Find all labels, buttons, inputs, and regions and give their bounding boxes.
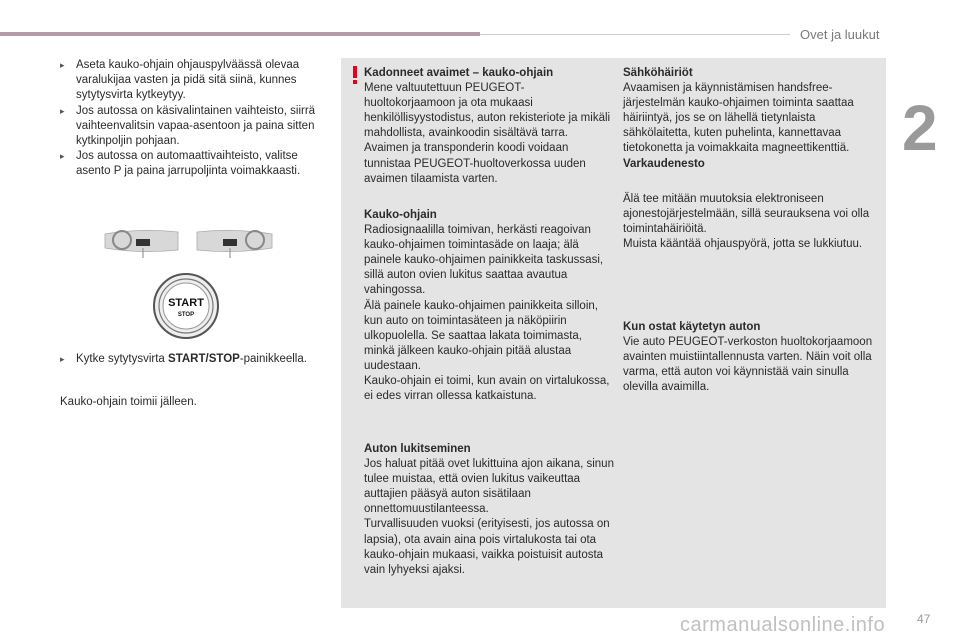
used-car-title: Kun ostat käytetyn auton	[623, 321, 761, 333]
electrical-title: Sähköhäiriöt	[623, 67, 693, 79]
instruction-text: Aseta kauko-ohjain ohjauspylväässä olevaa varalukijaa vasten ja pidä sitä siinä, kunnes sytytysvirta kytkeytyy.	[76, 59, 300, 102]
bullet-arrow-icon: ▸	[60, 105, 65, 116]
bullet-arrow-icon: ▸	[60, 151, 65, 162]
remote-section	[364, 208, 614, 404]
section-title: Ovet ja luukut	[800, 27, 880, 42]
lost-keys-title: Kadonneet avaimet – kauko-ohjain	[364, 67, 554, 79]
locking-text: Jos haluat pitää ovet lukittuina ajon aikana, sinun tulee muistaa, että ovien lukitus vaikeuttaa auttajien pääsyä auton sisätilaan onnettomuustilanteessa.	[364, 458, 614, 516]
instruction-list	[60, 58, 322, 180]
stop-label: STOP	[177, 312, 195, 318]
remote-text: Kauko-ohjain ei toimi, kun avain on virtalukossa, ei edes virran ollessa katkaistuna.	[364, 375, 610, 403]
precaution-text: Älä tee mitään muutoksia elektroniseen ajonestojärjestelmään, sillä seurauksena voi olla toimintahäiriöitä.	[623, 193, 870, 236]
start-label: START	[168, 297, 204, 309]
used-car-section	[623, 320, 875, 395]
steering-column-left-icon	[105, 230, 178, 258]
steering-column-illustration	[100, 220, 280, 340]
precaution-title: Varkaudenesto	[623, 157, 705, 170]
bullet-arrow-icon: ▸	[60, 354, 65, 364]
locking-section	[364, 442, 614, 578]
lost-keys-text: Mene valtuutettuun PEUGEOT-huoltokorjaamoon ja ota mukaasi henkilöllisyystodistus, auton rekisteriote ja mikäli mahdollista, avainkoodin sisältävä tarra.	[364, 82, 611, 140]
start-stop-term: START/STOP	[168, 353, 240, 365]
precaution-section	[623, 192, 875, 252]
closing-note: Kauko-ohjain toimii jälleen.	[60, 396, 197, 408]
used-car-text: Vie auto PEUGEOT-verkoston huoltokorjaamoon avainten muistiintallennusta varten. Näin voit olla varma, että auton voi käynnistää vain sinulla olevilla avaimilla.	[623, 336, 873, 394]
remote-text: Radiosignaalilla toimivan, herkästi reagoivan kauko-ohjaimen toimintasäde on laaja; älä painele kauko-ohjaimen painikkeita taskussasi, sillä auton ovien lukitus saattaa avautua vahingossa.	[364, 224, 604, 297]
locking-title: Auton lukitseminen	[364, 443, 471, 455]
start-stop-button-icon	[154, 274, 218, 338]
lost-keys-text: Avaimen ja transponderin koodi voidaan tunnistaa PEUGEOT-huoltoverkossa uuden avaimen tilaamista varten.	[364, 142, 586, 185]
precaution-text: Muista kääntää ohjauspyörä, jotta se lukkiutuu.	[623, 238, 863, 251]
instruction-text: Jos autossa on automaattivaihteisto, valitse asento P ja paina jarrupoljinta voimakkaasti.	[76, 150, 301, 178]
watermark: carmanualsonline.info	[680, 614, 886, 636]
header-accent-bar	[0, 32, 480, 36]
instruction-text-suffix: -painikkeella.	[239, 353, 307, 365]
instruction-item	[60, 352, 322, 367]
instruction-item	[60, 149, 322, 179]
remote-title: Kauko-ohjain	[364, 209, 437, 221]
instruction-item	[60, 58, 322, 104]
electrical-text: Avaamisen ja käynnistämisen handsfree-järjestelmän kauko-ohjaimen toiminta saattaa häiriintyä, jos se on lähellä tietynlaista sähkölaitetta, kuten puhelinta, kannettavaa tietokonetta ja voimakkaita magneettikenttiä.	[623, 82, 854, 155]
bullet-arrow-icon: ▸	[60, 60, 65, 70]
page-number: 47	[917, 612, 931, 626]
instruction-item	[60, 104, 322, 150]
chapter-number: 2	[902, 92, 938, 164]
electrical-section	[623, 66, 875, 172]
steering-column-right-icon	[197, 230, 272, 258]
instruction-text: Jos autossa on käsivalintainen vaihteisto, siirrä vaihteenvalitsin vapaa-asentoon ja paina sitten kytkinpoljin pohjaan.	[76, 104, 316, 148]
locking-text: Turvallisuuden vuoksi (erityisesti, jos autossa on lapsia), ota avain aina pois virtalukosta tai ota kauko-ohjain mukaasi, vaikka poistuisit autosta vain lyhyeksi ajaksi.	[364, 518, 610, 576]
warning-exclamation-icon	[350, 66, 360, 84]
instruction-text-prefix: Kytke sytytysvirta	[76, 353, 169, 365]
remote-text: Älä painele kauko-ohjaimen painikkeita silloin, kun auto on toimintasäteen ja näköpiirin ulkopuolella. Se saattaa lakata toimimasta, minkä jälkeen kauko-ohjain pitää alustaa uudestaan.	[364, 299, 598, 372]
lost-keys-section	[364, 66, 614, 187]
header-rule	[480, 34, 790, 35]
